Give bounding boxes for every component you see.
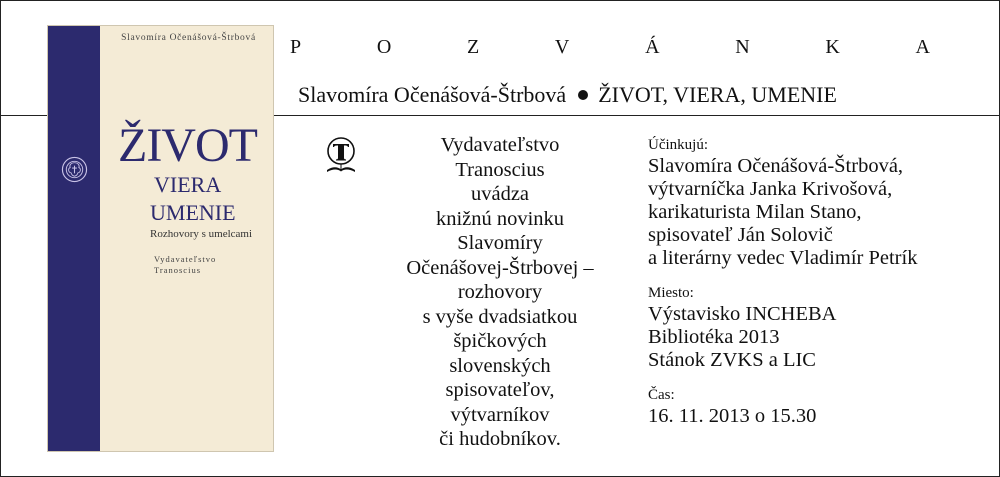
title-letter: V (554, 36, 570, 58)
headline-author: Slavomíra Očenášová-Štrbová (298, 82, 567, 107)
place-line: Výstavisko INCHEBA (648, 303, 837, 325)
luther-rose-icon (61, 156, 88, 183)
time-label: Čas: (648, 387, 675, 403)
description-line: uvádza (470, 183, 530, 205)
description-line: Vydavateľstvo (440, 134, 560, 156)
invitation-title (290, 36, 930, 59)
cover-spine (48, 26, 100, 451)
description-line: či hudobníkov. (439, 428, 561, 450)
title-letter: K (825, 36, 840, 58)
headline-book-title: ŽIVOT, VIERA, UMENIE (598, 82, 837, 107)
participant-line: Slavomíra Očenášová-Štrbová, (648, 155, 904, 177)
headline (298, 82, 837, 108)
title-letter: P (290, 36, 302, 58)
participant-line: spisovateľ Ján Solovič (648, 224, 833, 246)
title-letter: N (735, 36, 750, 58)
place-line: Bibliotéka 2013 (648, 326, 780, 348)
participants-list (648, 155, 988, 270)
participant-line: a literárny vedec Vladimír Petrík (648, 247, 918, 269)
description-line: knižnú novinku (435, 207, 565, 230)
cover-title-line2: VIERA (154, 172, 222, 197)
description-line: Očenášovej-Štrbovej – (406, 256, 594, 279)
participant-line: karikaturista Milan Stano, (648, 201, 862, 223)
description-line: Tranoscius (455, 158, 545, 181)
participants-label: Účinkujú: (648, 137, 708, 153)
description-line: slovenských (449, 354, 551, 377)
tranoscius-logo-icon (323, 136, 359, 176)
participant-line: výtvarníčka Janka Krivošová, (648, 178, 893, 200)
cover-publisher-line1: Vydavateľstvo (154, 254, 217, 264)
description-line: Slavomíry (457, 232, 543, 254)
cover-title-line3: UMENIE (150, 200, 236, 225)
bullet-icon (578, 90, 588, 100)
cover-title-line1: ŽIVOT (118, 119, 257, 172)
title-letter: O (376, 36, 392, 58)
time-value: 16. 11. 2013 o 15.30 (648, 405, 817, 427)
place-list (648, 303, 988, 372)
place-label: Miesto: (648, 285, 694, 301)
description-line: špičkových (453, 330, 547, 352)
event-info (648, 136, 988, 428)
book-cover (47, 25, 274, 452)
description-line: výtvarníkov (450, 403, 550, 426)
cover-publisher-line2: Tranoscius (154, 265, 201, 275)
description-line: rozhovory (457, 281, 543, 303)
title-letter: A (915, 36, 930, 58)
title-letter: Z (466, 36, 480, 58)
cover-author: Slavomíra Očenášová-Štrbová (121, 33, 256, 43)
description-line: s vyše dvadsiatkou (422, 305, 578, 328)
place-line: Stánok ZVKS a LIC (648, 349, 816, 371)
book-description (370, 133, 630, 452)
description-line: spisovateľov, (445, 379, 555, 401)
title-letter: Á (645, 36, 660, 58)
cover-subtitle: Rozhovory s umelcami (150, 228, 253, 240)
